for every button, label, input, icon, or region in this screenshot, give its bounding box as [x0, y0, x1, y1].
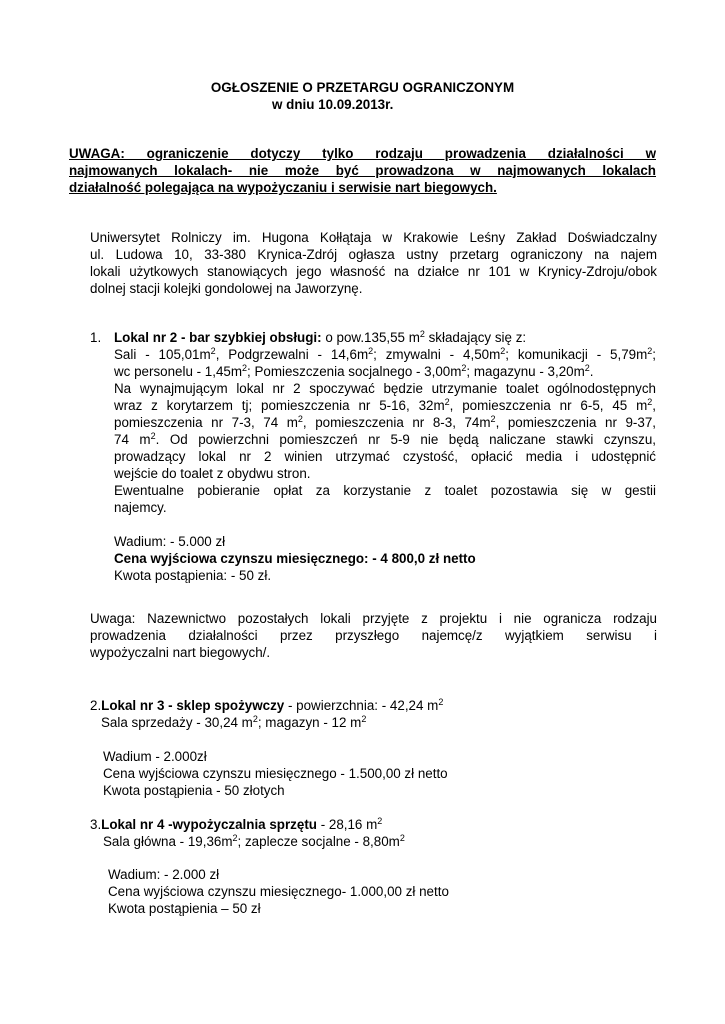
item-1-text-line-2: wraz z korytarzem tj; pomieszczenia nr 5-16, $32m^2$, pomieszczenia nr 6-5, 45 $m^2$,: [114, 397, 656, 413]
item-1-rooms-line-1: Sali - $105,01m^2$, Podgrzewalni - $14,6m^2$; zmywalni - $4,50m^2$; komunikacji - $5,79m^2$;: [114, 346, 657, 362]
intro-line-4: dolnej stacji kolejki gondolowej na Jaworzynę.: [90, 281, 363, 296]
intro-line-1: Uniwersytet Rolniczy im. Hugona Kołłątaja w Krakowie Leśny Zakład Doświadczalny: [90, 230, 657, 245]
item-3-rooms: Sala główna - $19,36m^2$; zaplecze socjalne - $8,80m^2$: [103, 833, 405, 849]
note-line-2: prowadzenia działalności przez przyszłego najemcę/z wyjątkiem serwisu i: [90, 628, 657, 643]
item-2-heading: 2.Lokal nr 3 - sklep spożywczy - powierzchnia: - 42,24 $m^2$: [90, 697, 444, 713]
intro-line-2: ul. Ludowa 10, 33-380 Krynica-Zdrój ogłasza ustny przetarg ograniczony na najem: [90, 247, 657, 262]
document-date: w dniu 10.09.2013r.: [272, 97, 394, 112]
item-1-step: Kwota postąpienia: - 50 zł.: [114, 568, 272, 583]
item-3-deposit: Wadium: - 2.000 zł: [108, 867, 220, 882]
item-1-text-line-4: 74 $m^2$. Od powierzchni pomieszczeń nr 5-9 nie będą naliczane stawki czynszu,: [114, 431, 656, 447]
item-1-name: Lokal nr 2 - bar szybkiej obsługi:: [114, 330, 322, 345]
item-1-text-line-8: najemcy.: [114, 500, 167, 515]
warning-line-1: UWAGA: ograniczenie dotyczy tylko rodzaju prowadzenia działalności w: [69, 146, 656, 161]
item-1-rooms-line-2: wc personelu - $1,45m^2$; Pomieszczenia socjalnego - $3,00m^2$; magazynu - $3,20m^2$.: [114, 363, 594, 379]
note-line-1: Uwaga: Nazewnictwo pozostałych lokali przyjęte z projektu i nie ogranicza rodzaju: [90, 611, 657, 626]
item-1-text-line-5: prowadzący lokal nr 2 winien utrzymać czystość, opłacić media i udostępnić: [114, 449, 656, 464]
item-3-heading: 3.Lokal nr 4 -wypożyczalnia sprzętu - 28,16 $m^2$: [90, 816, 383, 832]
item-3-name: Lokal nr 4 -wypożyczalnia sprzętu: [101, 817, 317, 832]
item-2-rooms: Sala sprzedaży - 30,24 $m^2$; magazyn - 12 $m^2$: [101, 714, 367, 730]
document-title: OGŁOSZENIE O PRZETARGU OGRANICZONYM: [210, 80, 515, 95]
item-2-price: Cena wyjściowa czynszu miesięcznego - 1.500,00 zł netto: [103, 766, 448, 781]
item-2-name: Lokal nr 3 - sklep spożywczy: [101, 698, 285, 713]
item-2-step: Kwota postąpienia - 50 złotych: [103, 783, 285, 798]
note-line-3: wypożyczalni nart biegowych/.: [90, 645, 271, 660]
item-1-heading: Lokal nr 2 - bar szybkiej obsługi: o pow.135,55 $m^2$ składający się z:: [114, 329, 527, 345]
item-3-step: Kwota postąpienia – 50 zł: [108, 901, 261, 916]
item-3-price: Cena wyjściowa czynszu miesięcznego- 1.000,00 zł netto: [108, 884, 449, 899]
warning-line-2: najmowanych lokalach- nie może być prowadzona w najmowanych lokalach: [69, 163, 656, 178]
item-1-text-line-3: pomieszczenia nr 7-3, 74 $m^2$, pomieszczenia nr 8-3, $74m^2$, pomieszczenia nr 9-37,: [114, 414, 657, 430]
item-1-number: 1.: [90, 330, 102, 345]
item-1-price: Cena wyjściowa czynszu miesięcznego: - 4 800,0 zł netto: [114, 551, 476, 566]
intro-line-3: lokali użytkowych stanowiących jego własność na działce nr 101 w Krynicy-Zdroju/obok: [90, 264, 657, 279]
item-1-text-line-1: Na wynajmującym lokal nr 2 spoczywać będzie utrzymanie toalet ogólnodostępnych: [114, 381, 656, 396]
item-2-deposit: Wadium - 2.000zł: [103, 749, 207, 764]
warning-line-3: działalność polegająca na wypożyczaniu i serwisie nart biegowych.: [69, 180, 497, 195]
item-1-text-line-6: wejście do toalet z obydwu stron.: [114, 466, 311, 481]
item-1-deposit: Wadium: - 5.000 zł: [114, 534, 226, 549]
item-1-text-line-7: Ewentualne pobieranie opłat za korzystanie z toalet pozostawia się w gestii: [114, 483, 656, 498]
